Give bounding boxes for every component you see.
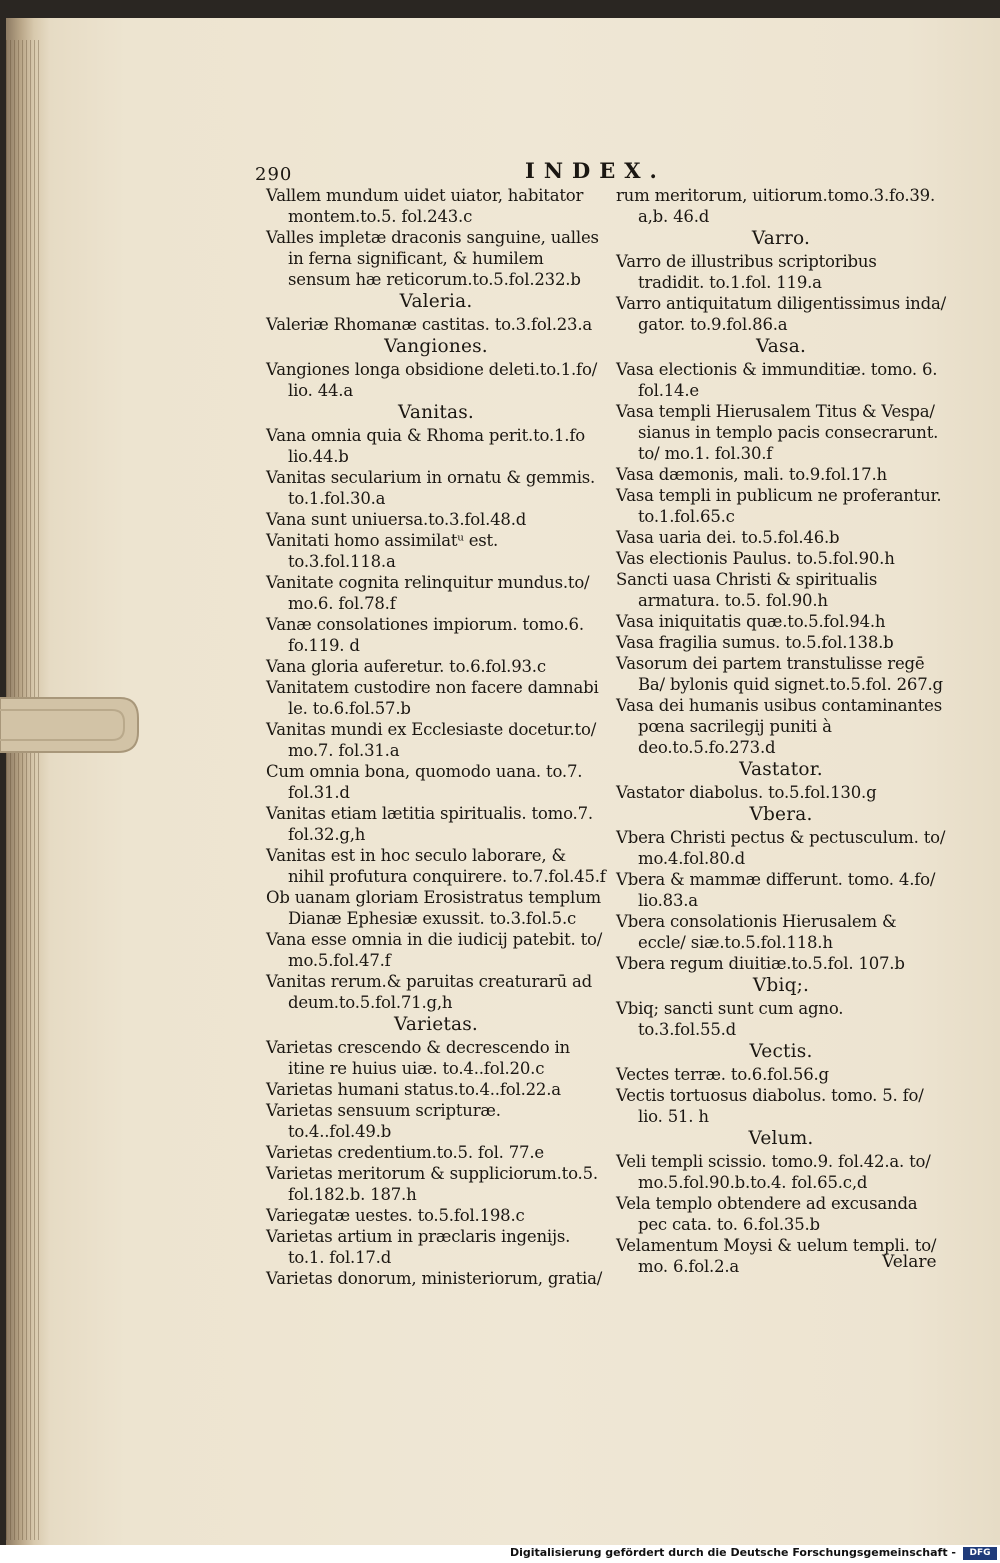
funding-note: Digitalisierung gefördert durch die Deutsche Forschungsgemeinschaft - bbox=[509, 1546, 956, 1559]
index-entry: Valles impletæ draconis sanguine, ualles in ferna significant, & humilem sensum hæ reticorum.to.5.fol.232.b bbox=[266, 228, 599, 289]
index-entry: Varietas crescendo & decrescendo in itine re huius uiæ. to.4..fol.20.c bbox=[266, 1038, 570, 1078]
left-column bbox=[266, 185, 606, 1289]
index-entry: Varietas meritorum & suppliciorum.to.5. fol.182.b. 187.h bbox=[266, 1164, 598, 1204]
index-entry: Valeriæ Rhomanæ castitas. to.3.fol.23.a bbox=[266, 315, 593, 334]
index-entry: Ob uanam gloriam Erosistratus templum Dianæ Ephesiæ exussit. to.3.fol.5.c bbox=[266, 888, 601, 928]
page-edges bbox=[6, 40, 42, 1540]
index-heading: Vangiones. bbox=[384, 336, 488, 357]
index-entry: Vbera Christi pectus & pectusculum. to/ mo.4.fol.80.d bbox=[616, 828, 946, 868]
index-entry: Vanitas mundi ex Ecclesiaste docetur.to/ mo.7. fol.31.a bbox=[266, 720, 597, 760]
index-entry: Vana omnia quia & Rhoma perit.to.1.fo lio.44.b bbox=[266, 426, 585, 466]
running-head bbox=[255, 158, 665, 188]
index-entry: Vas electionis Paulus. to.5.fol.90.h bbox=[616, 549, 895, 568]
index-entry: Vbiq; sancti sunt cum agno. to.3.fol.55.d bbox=[616, 999, 844, 1039]
index-heading: Vastator. bbox=[739, 759, 823, 780]
index-entry: Vallem mundum uidet uiator, habitator montem.to.5. fol.243.c bbox=[266, 186, 584, 226]
index-entry: Vasorum dei partem transtulisse regē Ba/ bylonis quid signet.to.5.fol. 267.g bbox=[616, 654, 943, 694]
index-entry: Vana esse omnia in die iudicij patebit. to/ mo.5.fol.47.f bbox=[266, 930, 603, 970]
index-entry: Varietas donorum, ministeriorum, gratia/ bbox=[266, 1269, 603, 1288]
index-entry: Vanitatem custodire non facere damnabi le. to.6.fol.57.b bbox=[266, 678, 599, 718]
index-entry: Vangiones longa obsidione deleti.to.1.fo/ lio. 44.a bbox=[266, 360, 598, 400]
page-number: 290 bbox=[255, 164, 293, 185]
index-entry: Vbera & mammæ differunt. tomo. 4.fo/ lio.83.a bbox=[616, 870, 936, 910]
index-entry: Vasa dei humanis usibus contaminantes pœna sacrilegij puniti à deo.to.5.fo.273.d bbox=[616, 696, 943, 757]
index-entry: Vela templo obtendere ad excusanda pec cata. to. 6.fol.35.b bbox=[616, 1194, 918, 1234]
index-entry: Vanitate cognita relinquitur mundus.to/ mo.6. fol.78.f bbox=[266, 573, 590, 613]
index-heading: Valeria. bbox=[399, 291, 473, 312]
index-entry: Vanitati homo assimilatᵘ est. to.3.fol.118.a bbox=[266, 531, 498, 571]
index-entry: Vectis tortuosus diabolus. tomo. 5. fo/ lio. 51. h bbox=[616, 1086, 924, 1126]
index-entry: Vastator diabolus. to.5.fol.130.g bbox=[616, 783, 877, 802]
index-entry: Vasa fragilia sumus. to.5.fol.138.b bbox=[616, 633, 894, 652]
right-column bbox=[616, 185, 946, 1277]
index-entry: Varietas artium in præclaris ingenijs. to.1. fol.17.d bbox=[266, 1227, 571, 1267]
index-heading: Velum. bbox=[748, 1128, 814, 1149]
index-entry: Vbera consolationis Hierusalem & eccle/ siæ.to.5.fol.118.h bbox=[616, 912, 897, 952]
page-title: INDEX. bbox=[525, 158, 666, 183]
index-heading: Varro. bbox=[751, 228, 811, 249]
index-entry: Variegatæ uestes. to.5.fol.198.c bbox=[266, 1206, 525, 1225]
index-entry: Vasa dæmonis, mali. to.9.fol.17.h bbox=[616, 465, 887, 484]
footer-bar bbox=[0, 1545, 1000, 1563]
index-entry: Vana sunt uniuersa.to.3.fol.48.d bbox=[266, 510, 527, 529]
index-heading: Varietas. bbox=[393, 1014, 479, 1035]
dfg-logo-icon: DFG bbox=[963, 1547, 997, 1560]
catchword: Velare bbox=[882, 1252, 937, 1272]
index-heading: Vasa. bbox=[755, 336, 807, 357]
index-heading: Vbiq;. bbox=[752, 975, 810, 996]
index-entry: Sancti uasa Christi & spiritualis armatura. to.5. fol.90.h bbox=[616, 570, 878, 610]
index-heading: Vectis. bbox=[749, 1041, 813, 1062]
index-entry: Cum omnia bona, quomodo uana. to.7. fol.31.d bbox=[266, 762, 583, 802]
index-entry: Vasa electionis & immunditiæ. tomo. 6. fol.14.e bbox=[616, 360, 938, 400]
index-entry: Vasa templi in publicum ne proferantur. to.1.fol.65.c bbox=[616, 486, 942, 526]
index-entry: Varro antiquitatum diligentissimus inda/ gator. to.9.fol.86.a bbox=[616, 294, 946, 334]
index-entry: Varietas sensuum scripturæ. to.4..fol.49.b bbox=[266, 1101, 501, 1141]
index-entry: Varietas credentium.to.5. fol. 77.e bbox=[266, 1143, 544, 1162]
paper-clip-icon bbox=[0, 680, 140, 780]
index-entry: Velamentum Moysi & uelum templi. to/ mo. 6.fol.2.a bbox=[616, 1236, 937, 1276]
index-entry: Vasa iniquitatis quæ.to.5.fol.94.h bbox=[616, 612, 886, 631]
index-entry: Vasa uaria dei. to.5.fol.46.b bbox=[616, 528, 840, 547]
index-entry: Vanæ consolationes impiorum. tomo.6. fo.119. d bbox=[266, 615, 584, 655]
index-entry: Varietas humani status.to.4..fol.22.a bbox=[266, 1080, 561, 1099]
index-entry: Vanitas etiam lætitia spiritualis. tomo.7. fol.32.g,h bbox=[266, 804, 593, 844]
index-entry: Vbera regum diuitiæ.to.5.fol. 107.b bbox=[616, 954, 905, 973]
index-entry: rum meritorum, uitiorum.tomo.3.fo.39. a,b. 46.d bbox=[616, 186, 936, 226]
index-entry: Varro de illustribus scriptoribus tradidit. to.1.fol. 119.a bbox=[616, 252, 877, 292]
index-entry: Vasa templi Hierusalem Titus & Vespa/ sianus in templo pacis consecrarunt. to/ mo.1. fol.30.f bbox=[616, 402, 939, 463]
index-entry: Vanitas secularium in ornatu & gemmis. to.1.fol.30.a bbox=[266, 468, 596, 508]
index-entry: Vectes terræ. to.6.fol.56.g bbox=[616, 1065, 829, 1084]
index-heading: Vbera. bbox=[749, 804, 813, 825]
index-heading: Vanitas. bbox=[398, 402, 474, 423]
index-entry: Veli templi scissio. tomo.9. fol.42.a. to/ mo.5.fol.90.b.to.4. fol.65.c,d bbox=[616, 1152, 931, 1192]
index-entry: Vana gloria auferetur. to.6.fol.93.c bbox=[266, 657, 546, 676]
index-entry: Vanitas rerum.& paruitas creaturarū ad deum.to.5.fol.71.g,h bbox=[266, 972, 592, 1012]
index-entry: Vanitas est in hoc seculo laborare, & nihil profutura conquirere. to.7.fol.45.f bbox=[266, 846, 606, 886]
